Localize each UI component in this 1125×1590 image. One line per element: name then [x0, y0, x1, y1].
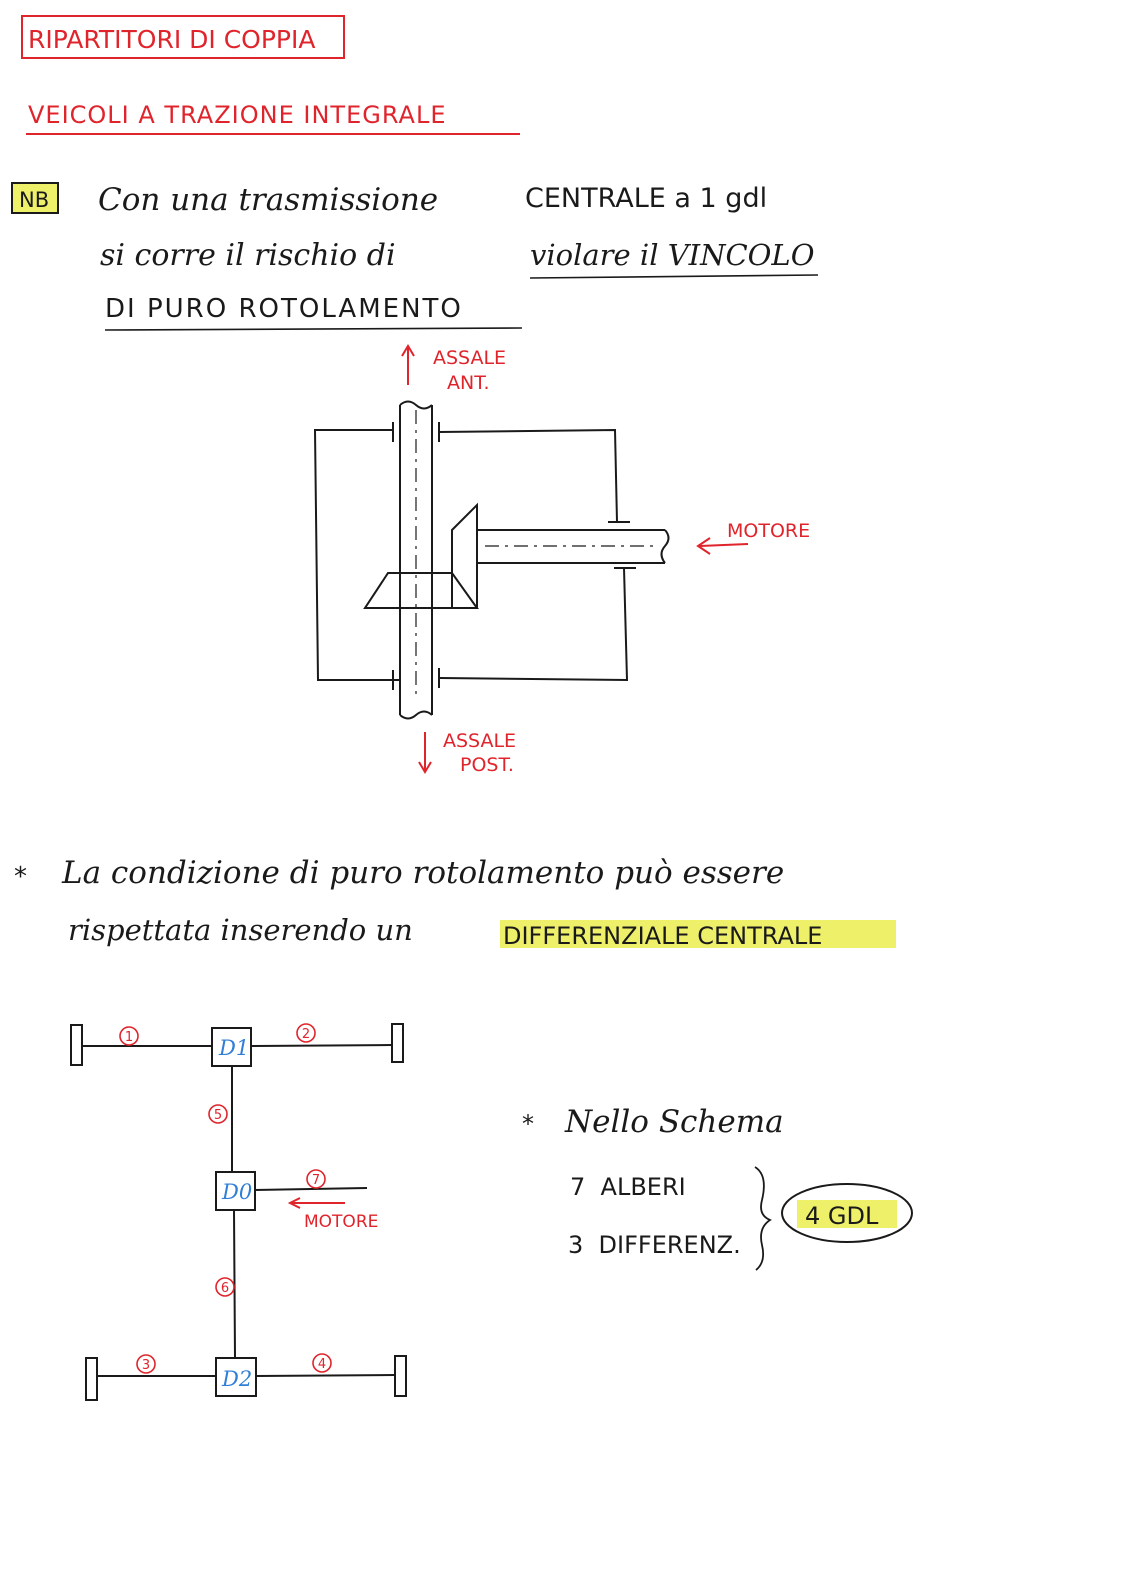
engine-arrow: [700, 544, 748, 546]
note2-item2: 3 DIFFERENZ.: [568, 1231, 741, 1259]
shaft-number-3: 3: [141, 1358, 151, 1373]
crown-gear: [365, 573, 477, 608]
diff-d2-label: D2: [222, 1367, 253, 1391]
wheel-1: [71, 1025, 82, 1065]
rear-axle-label-1: ASSALE: [443, 730, 517, 752]
note1-line1: La condizione di puro rotolamento può essere: [62, 855, 785, 891]
nb-line3: DI PURO ROTOLAMENTO: [105, 294, 463, 324]
nb-line1-b: CENTRALE a 1 gdl: [525, 183, 768, 214]
wheel-2: [392, 1024, 403, 1062]
nb-line3-underline: [105, 328, 522, 330]
wheel-4: [395, 1356, 406, 1396]
wheel-3: [86, 1358, 97, 1400]
note1-highlight: DIFFERENZIALE CENTRALE: [503, 922, 823, 950]
note2-item1: 7 ALBERI: [570, 1173, 686, 1201]
nb-label: NB: [19, 188, 50, 212]
shaft-4-line: [256, 1375, 395, 1376]
pinion-gear: [452, 505, 477, 608]
nb-line2-underline: [530, 275, 818, 278]
frame-bottom-right: [440, 568, 627, 680]
shaft-number-6: 6: [220, 1281, 230, 1296]
front-axle-label-2: ANT.: [447, 372, 490, 394]
note1-bullet: *: [14, 862, 27, 892]
shaft-number-5: 5: [213, 1108, 223, 1123]
diff-d0-label: D0: [222, 1180, 253, 1204]
result-label: 4 GDL: [805, 1202, 879, 1230]
engine-label: MOTORE: [727, 520, 811, 542]
diff-d1-label: D1: [219, 1036, 250, 1060]
note2-bullet: *: [522, 1110, 534, 1138]
engine-shaft-break: [662, 530, 669, 563]
page-title: RIPARTITORI DI COPPIA: [28, 25, 316, 54]
front-axle-label-1: ASSALE: [433, 347, 507, 369]
d0-engine-label: MOTORE: [304, 1212, 379, 1232]
shaft-number-1: 1: [124, 1030, 134, 1045]
shaft-2-line: [251, 1045, 392, 1046]
note2-heading: Nello Schema: [565, 1104, 784, 1140]
shaft-number-2: 2: [301, 1027, 311, 1042]
nb-line1-a: Con una trasmissione: [98, 182, 439, 218]
page-subtitle: VEICOLI A TRAZIONE INTEGRALE: [28, 101, 447, 129]
shaft-number-4: 4: [317, 1357, 327, 1372]
transfer-case-diagram: [315, 346, 748, 772]
nb-line2-a: si corre il rischio di: [100, 238, 396, 273]
shaft-bottom-break: [400, 712, 432, 719]
shaft-top-break: [400, 402, 432, 409]
nb-line2-b: violare il VINCOLO: [530, 238, 815, 272]
shaft-7-line: [255, 1188, 367, 1190]
shaft-number-7: 7: [311, 1173, 321, 1188]
rear-axle-label-2: POST.: [460, 754, 514, 776]
frame-top-right: [439, 430, 617, 522]
note1-line2-a: rispettata inserendo un: [68, 913, 413, 947]
note2-brace: [755, 1167, 770, 1270]
frame-left: [315, 430, 400, 680]
